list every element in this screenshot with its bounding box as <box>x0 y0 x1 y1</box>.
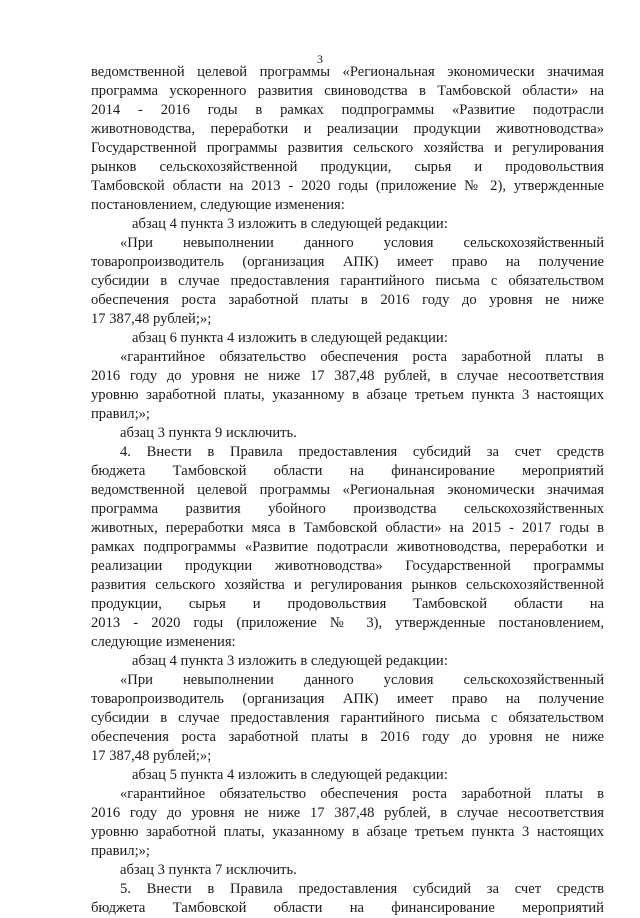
text-line: 4. Внести в Правила предоставления субсидий за счет средств <box>120 444 604 460</box>
text-line: «При невыполнении данного условия сельскохозяйственный <box>120 672 604 688</box>
text-line: абзац 6 пункта 4 изложить в следующей редакции: <box>132 330 448 346</box>
text-line: субсидии в случае предоставления гарантийного письма с обязательством <box>91 710 604 726</box>
text-line: 17 387,48 рублей;»; <box>91 311 212 327</box>
text-line: постановлением, следующие изменения: <box>91 197 345 213</box>
text-line: следующие изменения: <box>91 634 236 650</box>
text-line: животноводства, переработки и реализации продукции животноводства» <box>91 121 604 137</box>
text-line: абзац 4 пункта 3 изложить в следующей редакции: <box>132 216 448 232</box>
text-line: бюджета Тамбовской области на финансирование мероприятий <box>91 463 604 479</box>
text-line: развития сельского хозяйства и регулирования рынков сельскохозяйственной <box>91 577 604 593</box>
text-line: 2014 - 2016 годы в рамках подпрограммы «Развитие подотрасли <box>91 102 604 118</box>
text-line: уровню заработной платы, указанному в абзаце третьем пункта 3 настоящих <box>91 824 604 840</box>
text-line: Тамбовской области на 2013 - 2020 годы (приложение № 2), утвержденные <box>91 178 604 194</box>
text-line: 2016 году до уровня не ниже 17 387,48 рублей, в случае несоответствия <box>91 805 604 821</box>
page-number: 3 <box>317 52 323 66</box>
text-line: реализации продукции животноводства» Государственной программы <box>91 558 604 574</box>
text-line: правил;»; <box>91 406 150 422</box>
text-line: абзац 3 пункта 9 исключить. <box>120 425 297 441</box>
text-line: 5. Внести в Правила предоставления субсидий за счет средств <box>120 881 604 897</box>
text-line: правил;»; <box>91 843 150 859</box>
text-line: Государственной программы развития сельского хозяйства и регулирования <box>91 140 604 156</box>
text-line: товаропроизводитель (организация АПК) имеет право на получение <box>91 254 604 270</box>
text-line: 2016 году до уровня не ниже 17 387,48 рублей, в случае несоответствия <box>91 368 604 384</box>
text-line: абзац 5 пункта 4 изложить в следующей редакции: <box>132 767 448 783</box>
text-line: программа ускоренного развития свиноводства в Тамбовской области» на <box>91 83 604 99</box>
text-line: 17 387,48 рублей;»; <box>91 748 212 764</box>
text-line: животных, переработки мяса в Тамбовской области» на 2015 - 2017 годы в <box>91 520 604 536</box>
text-line: ведомственной целевой программы «Региональная экономически значимая <box>91 64 604 80</box>
text-line: уровню заработной платы, указанному в абзаце третьем пункта 3 настоящих <box>91 387 604 403</box>
text-line: товаропроизводитель (организация АПК) имеет право на получение <box>91 691 604 707</box>
text-line: программа развития убойного производства сельскохозяйственных <box>91 501 604 517</box>
text-line: абзац 3 пункта 7 исключить. <box>120 862 297 878</box>
text-line: рамках подпрограммы «Развитие подотрасли животноводства, переработки и <box>91 539 604 555</box>
text-line: «гарантийное обязательство обеспечения роста заработной платы в <box>120 786 604 802</box>
text-line: бюджета Тамбовской области на финансирование мероприятий <box>91 900 604 916</box>
text-line: «гарантийное обязательство обеспечения роста заработной платы в <box>120 349 604 365</box>
text-line: обеспечения роста заработной платы в 2016 году до уровня не ниже <box>91 292 604 308</box>
text-line: 2013 - 2020 годы (приложение № 3), утвержденные постановлением, <box>91 615 604 631</box>
text-line: обеспечения роста заработной платы в 2016 году до уровня не ниже <box>91 729 604 745</box>
text-line: «При невыполнении данного условия сельскохозяйственный <box>120 235 604 251</box>
text-line: рынков сельскохозяйственной продукции, сырья и продовольствия <box>91 159 604 175</box>
text-line: продукции, сырья и продовольствия Тамбовской области на <box>91 596 604 612</box>
text-line: абзац 4 пункта 3 изложить в следующей редакции: <box>132 653 448 669</box>
text-line: ведомственной целевой программы «Региональная экономически значимая <box>91 482 604 498</box>
text-line: субсидии в случае предоставления гарантийного письма с обязательством <box>91 273 604 289</box>
